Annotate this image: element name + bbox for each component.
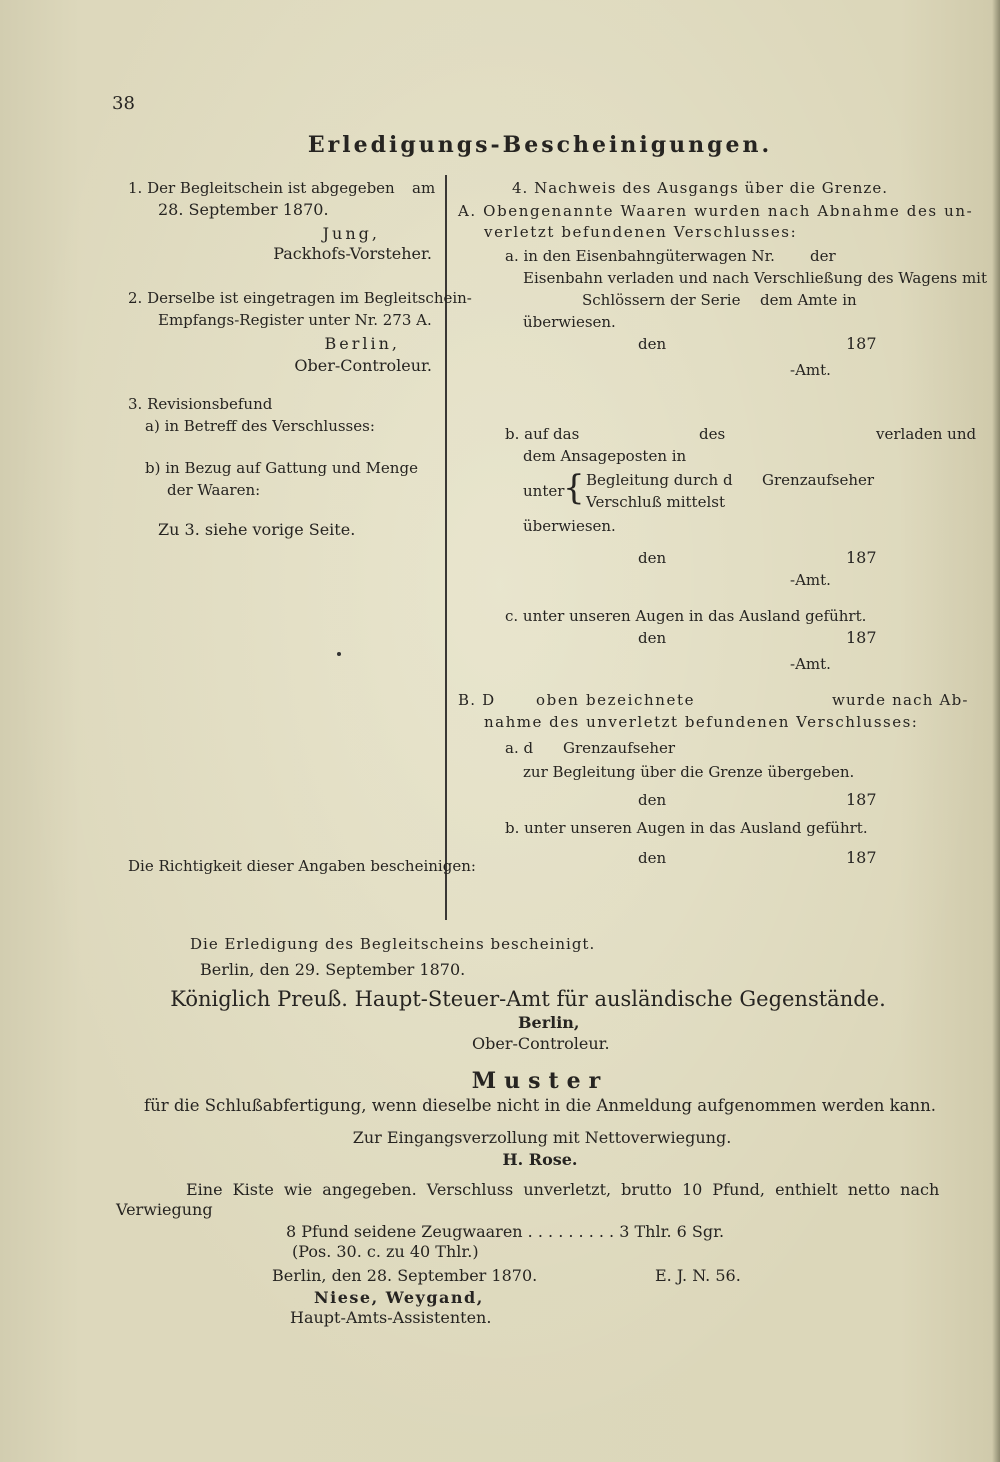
right-a-year: 187 [846,334,877,353]
left-item2-line1: 2. Derselbe ist eingetragen im Begleitschein- [128,289,472,307]
brace-glyph: { [563,468,585,508]
right-c-line: c. unter unseren Augen in das Ausland geführt. [505,607,867,625]
right-b-line1a: b. auf das [505,425,580,443]
bottom-ejn: E. J. N. 56. [655,1266,741,1285]
right-c-year: 187 [846,628,877,647]
right-a-line1: a. in den Eisenbahngüterwagen Nr. [505,247,775,265]
right-A-line1: A. Obengenannte Waaren wurden nach Abnahme des un- [458,202,974,220]
right-Ba-year: 187 [846,790,877,809]
right-b-brace1b: Grenzaufseher [762,471,875,489]
left-item1-sig-name: Jung, [322,224,380,243]
bottom-sign-names: Niese, Weygand, [314,1288,484,1307]
bottom-office-title: Ober-Controleur. [472,1034,610,1053]
right-b-year: 187 [846,548,877,567]
right-Ba-line1a: a. d [505,739,534,757]
bottom-kiste-line1: Eine Kiste wie angegeben. Verschluss unverletzt, brutto 10 Pfund, enthielt netto nach [186,1180,940,1199]
right-c-den: den [638,629,667,647]
bottom-muster: Muster [471,1068,609,1094]
left-item1-am: am [412,179,436,197]
left-item2-place: Berlin, [324,334,400,353]
left-item3-b1: b) in Bezug auf Gattung und Menge [145,459,418,477]
page-edge-shadow [992,0,1000,1462]
right-b-line4: überwiesen. [523,517,616,535]
right-b-den: den [638,549,667,567]
bottom-certified: Die Erledigung des Begleitscheins bescheinigt. [190,935,596,953]
right-Bb-year: 187 [846,848,877,867]
right-a-line3b: dem Amte in [760,291,857,309]
bottom-sign-title: Haupt-Amts-Assistenten. [290,1308,492,1327]
right-B-line1c: wurde nach Ab- [832,691,969,709]
right-c-amt: -Amt. [790,655,831,673]
left-item2-title: Ober-Controleur. [294,356,432,375]
left-item3-line1: 3. Revisionsbefund [128,395,273,413]
bottom-muster-sub: für die Schlußabfertigung, wenn dieselbe nicht in die Anmeldung aufgenommen werden kann. [143,1096,937,1115]
column-divider [445,175,447,920]
bottom-date2: Berlin, den 28. September 1870. [272,1266,538,1285]
page-number: 38 [112,93,135,114]
left-item1-line1: 1. Der Begleitschein ist abgegeben [128,179,395,197]
ink-dot [337,652,341,656]
bottom-office: Königlich Preuß. Haupt-Steuer-Amt für ausländische Gegenstände. [170,987,886,1011]
bottom-name: H. Rose. [502,1150,578,1169]
page-heading: Erledigungs-Bescheinigungen. [307,132,773,158]
left-item3-a: a) in Betreff des Verschlusses: [145,417,375,435]
bottom-goods: 8 Pfund seidene Zeugwaaren . . . . . . . . . 3 Thlr. 6 Sgr. [286,1222,725,1241]
right-Bb-line: b. unter unseren Augen in das Ausland geführt. [505,819,868,837]
right-Bb-den: den [638,849,667,867]
right-b-line2: dem Ansageposten in [523,447,687,465]
right-Ba-den: den [638,791,667,809]
right-A-line2: verletzt befundenen Verschlusses: [484,223,798,241]
right-B-line2: nahme des unverletzt befundenen Verschlusses: [484,713,919,731]
right-a-amt: -Amt. [790,361,831,379]
right-b-line1b: des [699,425,726,443]
bottom-zoll: Zur Eingangsverzollung mit Nettoverwiegung. [352,1128,732,1147]
bottom-date: Berlin, den 29. September 1870. [200,960,466,979]
left-item1-date: 28. September 1870. [158,200,329,219]
left-item3-b2: der Waaren: [167,481,261,499]
right-Ba-line2: zur Begleitung über die Grenze übergeben. [523,763,855,781]
right-B-line1b: oben bezeichnete [536,691,696,709]
right-b-unter: unter [523,482,565,500]
right-item4: 4. Nachweis des Ausgangs über die Grenze. [512,179,888,197]
right-b-brace1: Begleitung durch d [586,471,733,489]
left-item3-ref: Zu 3. siehe vorige Seite. [158,520,356,539]
bottom-kiste-line2: Verwiegung [116,1200,213,1219]
right-Ba-line1b: Grenzaufseher [563,739,676,757]
left-certify: Die Richtigkeit dieser Angaben bescheinigen: [128,857,476,875]
right-B-line1a: B. D [458,691,496,709]
left-item1-sig-title: Packhofs-Vorsteher. [273,244,432,263]
right-a-line2: Eisenbahn verladen und nach Verschließung des Wagens mit [523,269,988,287]
right-b-line1c: verladen und [876,425,977,443]
bottom-office-place: Berlin, [518,1013,580,1032]
right-b-amt: -Amt. [790,571,831,589]
left-item2-line2: Empfangs-Register unter Nr. 273 A. [158,311,432,329]
right-b-brace2: Verschluß mittelst [586,493,725,511]
right-a-den: den [638,335,667,353]
right-a-line3a: Schlössern der Serie [582,291,741,309]
bottom-pos: (Pos. 30. c. zu 40 Thlr.) [292,1242,479,1261]
right-a-line1b: der [810,247,836,265]
right-a-line4: überwiesen. [523,313,616,331]
